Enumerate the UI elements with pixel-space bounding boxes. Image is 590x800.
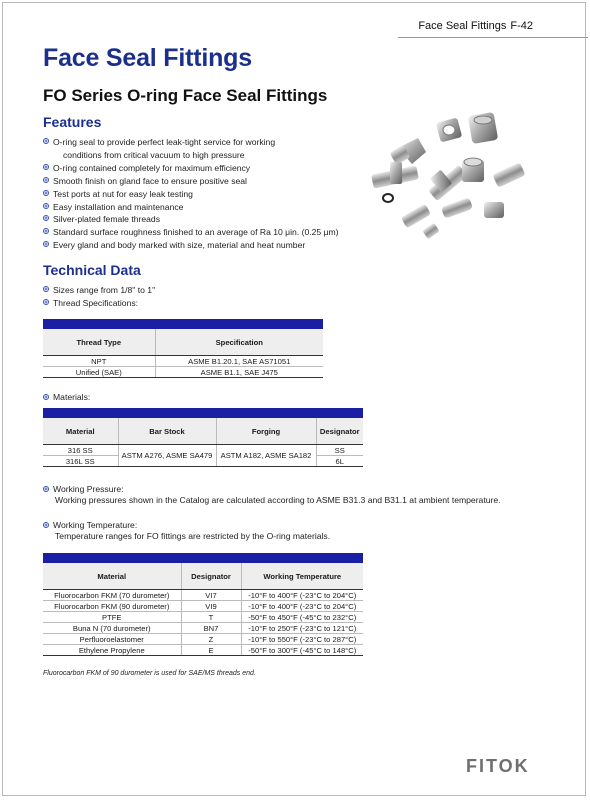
fitting-bulkhead-icon [401, 204, 431, 228]
bullet-icon [43, 241, 49, 247]
header-rule [398, 37, 588, 38]
bullet-icon [43, 203, 49, 209]
fitting-gland-icon [468, 112, 498, 144]
page-header [418, 20, 533, 32]
table-row: Perfluoroelastomer Z -10°F to 550°F (-23°C to 287°C) [43, 634, 363, 645]
table-row: Buna N (70 durometer) BN7 -10°F to 250°F (-23°C to 121°C) [43, 623, 363, 634]
col-forging: Forging [216, 418, 316, 445]
feature-item: Standard surface roughness finished to an average of Ra 10 μin. (0.25 μm) [43, 226, 343, 239]
feature-item: Every gland and body marked with size, material and heat number [43, 239, 343, 252]
feature-item: Test ports at nut for easy leak testing [43, 188, 343, 201]
fitting-small-union-icon [422, 223, 439, 239]
col-material: Material [43, 563, 181, 590]
temperature-table [43, 553, 363, 656]
bullet-icon [43, 228, 49, 234]
fitting-nut-icon [436, 117, 462, 142]
table-row: Unified (SAE) ASME B1.1, SAE J475 [43, 367, 323, 378]
col-designator: Designator [181, 563, 241, 590]
series-title: FO Series O-ring Face Seal Fittings [43, 86, 328, 105]
sizes-item: Sizes range from 1/8" to 1" [43, 284, 155, 297]
header-page-number: F-42 [510, 20, 533, 32]
materials-table [43, 408, 363, 467]
thread-spec-table [43, 319, 323, 378]
thread-spec-item: Thread Specifications: [43, 297, 155, 310]
table-row: 316L SS 6L [43, 456, 363, 467]
bullet-icon [43, 394, 49, 400]
fitting-union-icon [428, 165, 468, 201]
fitting-adapter-icon [462, 158, 484, 182]
materials-label: Materials: [43, 392, 90, 402]
col-bar-stock: Bar Stock [118, 418, 216, 445]
feature-item: Easy installation and maintenance [43, 201, 343, 214]
table-row: NPT ASME B1.20.1, SAE AS71051 [43, 356, 323, 367]
bullet-icon [43, 286, 49, 292]
fitting-tee-icon [371, 162, 419, 189]
feature-item: O-ring seal to provide perfect leak-tight service for working [43, 136, 343, 149]
table-row: Ethylene Propylene E -50°F to 300°F (-45°C to 148°C) [43, 645, 363, 656]
header-section: Face Seal Fittings [418, 20, 507, 32]
col-working-temperature: Working Temperature [241, 563, 363, 590]
bullet-icon [43, 486, 49, 492]
working-temperature-text: Temperature ranges for FO fittings are restricted by the O-ring materials. [55, 531, 331, 541]
working-pressure-text: Working pressures shown in the Catalog are calculated according to ASME B31.3 and B31.1 at ambient temperature. [55, 495, 501, 505]
bullet-icon [43, 190, 49, 196]
bullet-icon [43, 164, 49, 170]
table-row: Fluorocarbon FKM (90 durometer) VI9 -10°F to 400°F (-23°C to 204°C) [43, 601, 363, 612]
fittings-photo [362, 108, 532, 248]
feature-item: Smooth finish on gland face to ensure positive seal [43, 175, 343, 188]
technical-list [43, 284, 155, 310]
feature-item: Silver-plated female threads [43, 213, 343, 226]
table-row: PTFE T -50°F to 450°F (-45°C to 232°C) [43, 612, 363, 623]
bullet-icon [43, 138, 49, 144]
bullet-icon [43, 299, 49, 305]
footnote: Fluorocarbon FKM of 90 durometer is used for SAE/MS threads end. [43, 670, 256, 677]
technical-data-heading: Technical Data [43, 262, 141, 278]
features-heading: Features [43, 114, 102, 130]
brand-logo: FITOK [466, 756, 530, 776]
features-list [43, 136, 343, 252]
bullet-icon [43, 215, 49, 221]
o-ring-icon [383, 194, 393, 202]
col-thread-type: Thread Type [43, 329, 155, 356]
table-row: 316 SS ASTM A276, ASME SA479 ASTM A182, ASME SA182 SS [43, 445, 363, 456]
working-temperature-label: Working Temperature: [43, 520, 137, 530]
feature-item-continued: conditions from critical vacuum to high pressure [63, 149, 245, 160]
feature-item: O-ring contained completely for maximum efficiency [43, 162, 343, 175]
working-pressure-label: Working Pressure: [43, 484, 124, 494]
fitting-connector-icon [492, 162, 525, 187]
bullet-icon [43, 522, 49, 528]
bullet-icon [43, 177, 49, 183]
fitting-plug-icon [441, 197, 473, 219]
fitting-cap-icon [484, 202, 504, 218]
fitting-elbow-icon [390, 138, 426, 165]
col-material: Material [43, 418, 118, 445]
table-row: Fluorocarbon FKM (70 durometer) VI7 -10°F to 400°F (-23°C to 204°C) [43, 590, 363, 601]
page-title: Face Seal Fittings [43, 44, 252, 72]
col-specification: Specification [155, 329, 323, 356]
col-designator: Designator [316, 418, 363, 445]
